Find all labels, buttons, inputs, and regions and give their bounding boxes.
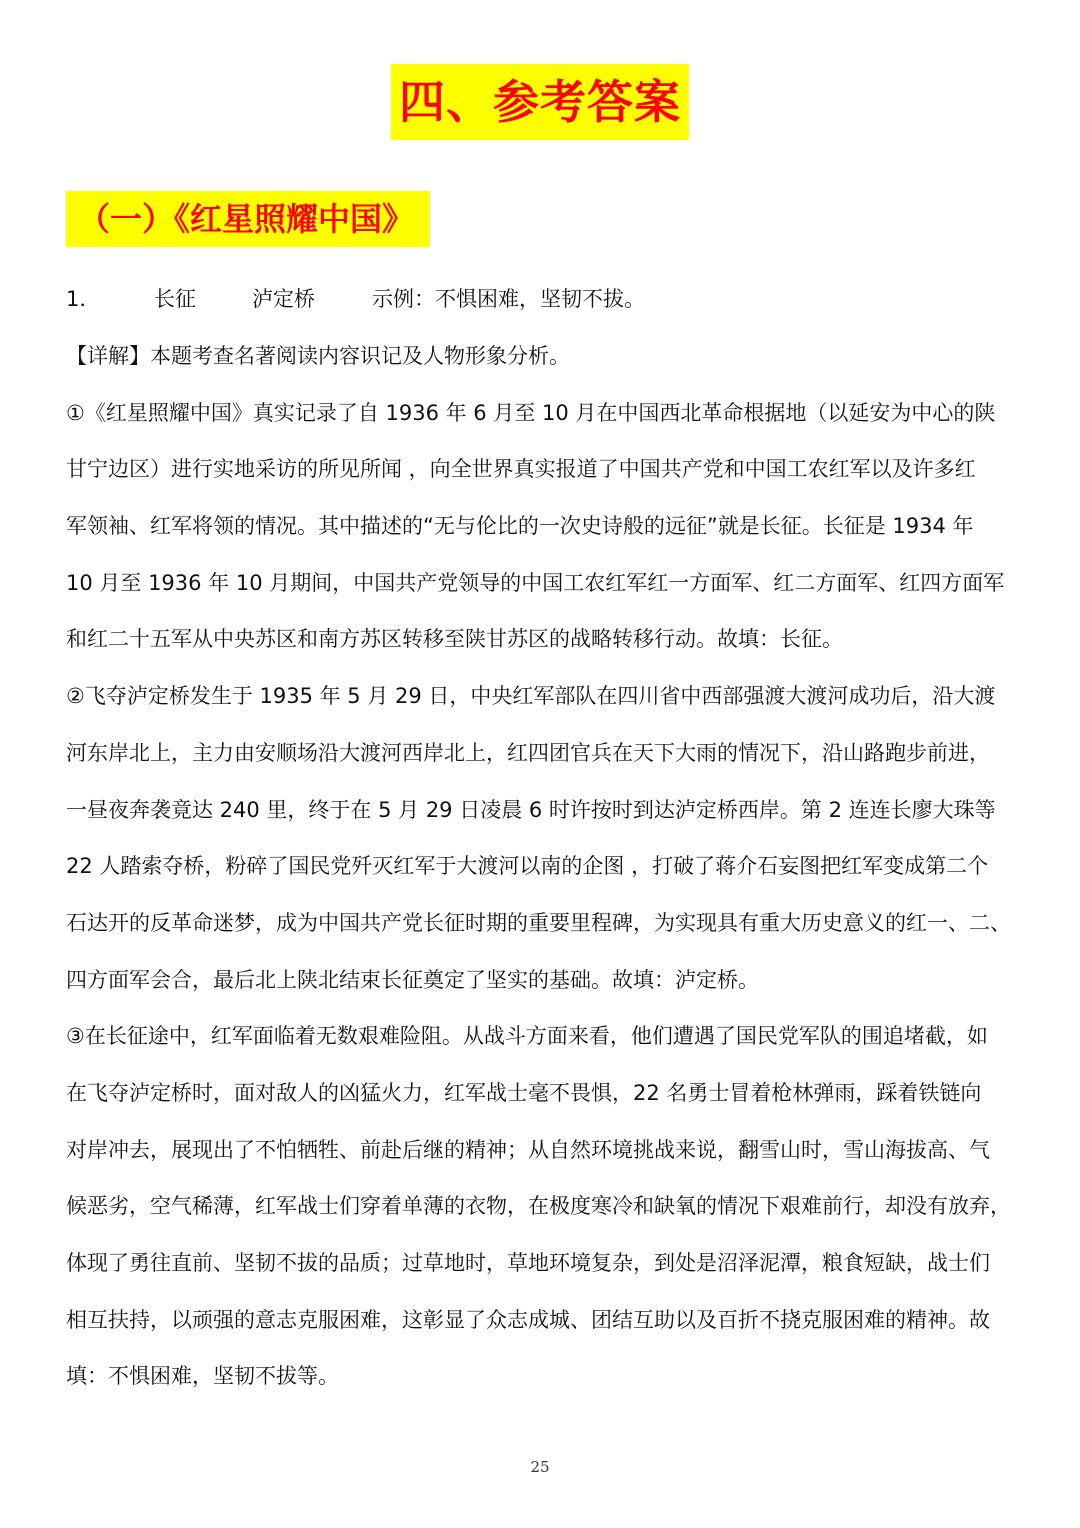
section-heading: （一）《红星照耀中国》 [66, 191, 430, 247]
text-line: 石达开的反革命迷梦，成为中国共产党长征时期的重要里程碑，为实现具有重大历史意义的红一、二、 [66, 910, 1011, 935]
paragraph-2 [66, 678, 1016, 1018]
text-line: 军领袖、红军将领的情况。其中描述的“无与伦比的一次史诗般的远征”就是长征。长征是 1934 年 [66, 514, 974, 539]
text-line: 甘宁边区）进行实地采访的所见所闻 ，向全世界真实报道了中国共产党和中国工农红军以及许多红 [66, 457, 976, 482]
text-line: 10 月至 1936 年 10 月期间，中国共产党领导的中国工农红军红一方面军、红二方面军、红四方面军 [66, 570, 1005, 595]
text-line: 河东岸北上，主力由安顺场沿大渡河西岸北上，红四团官兵在天下大雨的情况下，沿山路跑步前进， [66, 740, 990, 765]
explanation-intro [66, 338, 1016, 395]
text-line: 【详解】本题考查名著阅读内容识记及人物形象分析。 [66, 344, 570, 368]
text-line: 体现了勇往直前、坚韧不拔的品质；过草地时，草地环境复杂，到处是沼泽泥潭，粮食短缺，战士们 [66, 1251, 990, 1275]
text-line: ③在长征途中，红军面临着无数艰难险阻。从战斗方面来看，他们遭遇了国民党军队的围追堵截，如 [66, 1024, 988, 1049]
text-line: 候恶劣，空气稀薄，红军战士们穿着单薄的衣物，在极度寒冷和缺氧的情况下艰难前行，却没有放弃， [66, 1194, 1011, 1219]
text-line: 填：不惧困难，坚韧不拔等。 [66, 1364, 339, 1389]
page-number: 25 [530, 1458, 550, 1476]
text-line: 对岸冲去，展现出了不怕牺牲、前赴后继的精神；从自然环境挑战来说，翻雪山时，雪山海拔高、气 [66, 1137, 990, 1162]
answer-blank-1: 长征 [154, 287, 196, 311]
text-line: 22 人踏索夺桥，粉碎了国民党歼灭红军于大渡河以南的企图 ，打破了蒋介石妄图把红军变成第二个 [66, 854, 989, 879]
text-line: ①《红星照耀中国》真实记录了自 1936 年 6 月至 10 月在中国西北革命根据地（以延安为中心的陕 [66, 400, 996, 425]
text-line: 一昼夜奔袭竟达 240 里，终于在 5 月 29 日凌晨 6 时许按时到达泸定桥西岸。第 2 连连长廖大珠等 [66, 797, 996, 822]
explanation-body [66, 338, 1016, 1415]
paragraph-3 [66, 1018, 1016, 1415]
text-line: 相互扶持，以顽强的意志克服困难，这彰显了众志成城、团结互助以及百折不挠克服困难的精神。故 [66, 1307, 990, 1332]
answer-blank-3: 示例：不惧困难，坚韧不拔。 [372, 287, 645, 311]
text-line: 和红二十五军从中央苏区和南方苏区转移至陕甘苏区的战略转移行动。故填：长征。 [66, 627, 843, 652]
text-line: 四方面军会合，最后北上陕北结束长征奠定了坚实的基础。故填：泸定桥。 [66, 967, 759, 992]
question-number: 1． [66, 287, 101, 311]
paragraph-1 [66, 395, 1016, 678]
text-line: 在飞夺泸定桥时，面对敌人的凶猛火力，红军战士毫不畏惧，22 名勇士冒着枪林弹雨，踩着铁链向 [66, 1080, 982, 1105]
text-line: ②飞夺泸定桥发生于 1935 年 5 月 29 日，中央红军部队在四川省中西部强渡大渡河成功后，沿大渡 [66, 684, 996, 709]
page-title: 四、参考答案 [391, 64, 689, 140]
answer-blank-2: 泸定桥 [252, 287, 315, 311]
page-title-container [0, 64, 1080, 140]
